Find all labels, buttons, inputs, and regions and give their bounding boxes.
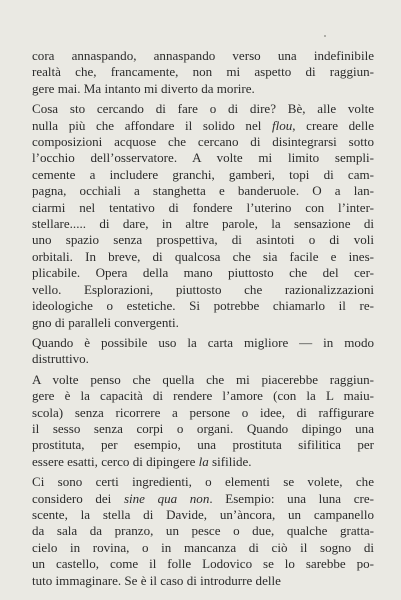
text-run: cielo in rovina, o in mancanza di ciò il sogno di [32, 539, 374, 555]
text-run: il sesso senza corpi o organi. Quando dipingo una [32, 420, 374, 436]
text-line [32, 556, 374, 572]
text-line [32, 298, 374, 314]
text-run: A volte penso che quella che mi piacerebbe raggiun- [32, 371, 374, 387]
paragraph [32, 372, 374, 470]
text-line [32, 474, 374, 490]
text-run: essere esatti, cerco di dipingere [32, 453, 199, 469]
text-line [32, 573, 374, 589]
text-run: ideologiche o estetiche. Si potrebbe chiamarlo il re- [32, 298, 374, 314]
text-line [32, 265, 374, 281]
text-line [32, 454, 374, 470]
text-line [32, 81, 374, 97]
text-run: gere è la capacità di rendere l’amore (con la L maiu- [32, 388, 374, 404]
paragraph [32, 48, 374, 97]
text-line [32, 282, 374, 298]
text-line [32, 232, 374, 248]
text-run: un castello, come il folle Lodovico se lo sarebbe po- [32, 556, 374, 572]
italic-text: flou [272, 117, 293, 133]
text-line [32, 150, 374, 166]
text-line [32, 118, 374, 134]
text-run: Quando è possibile uso la carta migliore — in modo [32, 334, 374, 350]
text-run: nulla più che affondare il solido nel [32, 117, 272, 133]
text-run: plicabile. Opera della mano piuttosto che del cer- [32, 265, 374, 281]
text-run: ciarmi nel tentativo di fondere l’uterino con l’inter- [32, 199, 374, 215]
text-run: stellare..... di dare, in altre parole, la sensazione di [32, 216, 374, 232]
text-run: considero dei [32, 490, 124, 506]
text-run: scente, la stella di Davide, un’àncora, un campanello [32, 506, 374, 522]
text-run: sifilide. [208, 453, 252, 469]
text-run: realtà che, francamente, non mi aspetto di raggiun- [32, 64, 374, 80]
text-line [32, 48, 374, 64]
paragraph [32, 101, 374, 331]
text-line [32, 491, 374, 507]
text-line [32, 405, 374, 421]
text-line [32, 540, 374, 556]
text-run: l’occhio dell’osservatore. A volte mi limito sempli- [32, 150, 374, 166]
text-line [32, 421, 374, 437]
text-line [32, 249, 374, 265]
paragraph [32, 474, 374, 589]
text-run: pagna, occhiali a stanghetta e banderuole. O a lan- [32, 183, 374, 199]
text-run: Cosa sto cercando di fare o di dire? Bè, alle volte [32, 101, 374, 117]
text-line [32, 372, 374, 388]
text-line [32, 200, 374, 216]
paragraph [32, 335, 374, 368]
body-text [32, 48, 374, 593]
text-run: composizioni acquose che cercano di disintegrarsi sotto [32, 134, 374, 150]
text-line [32, 134, 374, 150]
text-run: vello. Esplorazioni, piuttosto che razionalizzazioni [32, 281, 374, 297]
text-run: cemente a includere granchi, gamberi, topi di cam- [32, 166, 374, 182]
text-run: . Esempio: una luna cre- [209, 490, 374, 506]
italic-text: la [198, 453, 209, 469]
text-line [32, 335, 374, 351]
text-run: Ci sono certi ingredienti, o elementi se volete, che [32, 474, 374, 490]
text-line [32, 507, 374, 523]
text-line [32, 183, 374, 199]
text-line [32, 315, 374, 331]
text-line [32, 64, 374, 80]
italic-text: sine qua non [123, 490, 210, 506]
text-line [32, 523, 374, 539]
text-run: tuto immaginare. Se è il caso di introdurre delle [32, 572, 281, 588]
text-run: gere mai. Ma intanto mi diverto da morire. [32, 80, 255, 96]
text-run: gno di paralleli convergenti. [32, 314, 179, 330]
text-run: scola) senza ricorrere a persone o idee, di raffigurare [32, 404, 374, 420]
text-line [32, 351, 374, 367]
text-run: orbitali. In breve, di qualcosa che sia facile e ines- [32, 248, 374, 264]
text-run: da sala da pranzo, un pesce o due, qualche gratta- [32, 523, 374, 539]
paper-speck [324, 35, 326, 37]
text-line [32, 388, 374, 404]
text-run: distruttivo. [32, 351, 89, 367]
text-line [32, 437, 374, 453]
text-run: cora annaspando, annaspando verso una indefinibile [32, 48, 374, 63]
text-run: prostituta, per esempio, una prostituta sifilitica per [32, 437, 374, 453]
text-run: , creare delle [292, 117, 374, 133]
text-line [32, 216, 374, 232]
text-line [32, 101, 374, 117]
text-line [32, 167, 374, 183]
text-run: uno spazio senza prospettiva, di asintoti o di voli [32, 232, 374, 248]
